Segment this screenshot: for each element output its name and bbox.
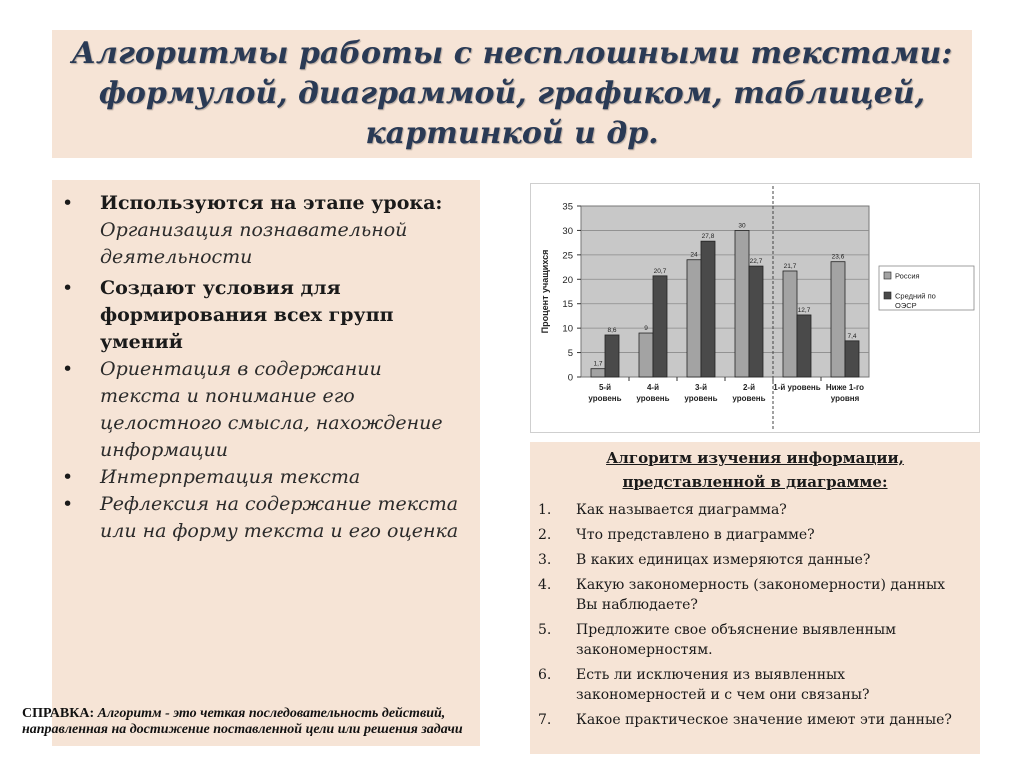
x-tick-label: 2-й (742, 383, 756, 392)
x-tick-label: уровень (636, 394, 670, 403)
x-tick-label: уровня (830, 394, 860, 403)
bar-russia (687, 260, 701, 377)
algorithm-panel (530, 442, 980, 754)
algorithm-step: 1. Как называется диаграмма? (538, 502, 787, 518)
bullet-item-5: • Рефлексия на содержание текста или на форму текста и его оценка (62, 493, 459, 542)
data-label: 7,4 (847, 332, 857, 340)
legend-box (879, 266, 974, 310)
data-label: 12,7 (797, 306, 811, 314)
x-tick-label: 4-й (646, 383, 660, 392)
bar-russia (783, 271, 797, 377)
bar-oecd (653, 276, 667, 377)
x-tick-label: уровень (732, 394, 766, 403)
title-banner (52, 30, 972, 158)
note-lead: СПРАВКА: (22, 706, 95, 721)
bar-oecd (701, 241, 715, 377)
data-label: 8,6 (607, 326, 617, 334)
data-label: 27,8 (701, 233, 715, 241)
data-label: 9 (644, 325, 648, 333)
y-tick-label: 0 (567, 372, 573, 384)
uses-panel (52, 180, 480, 746)
algorithm-steps (530, 500, 980, 730)
data-label: 22,7 (749, 258, 763, 266)
algorithm-step: 3. В каких единицах измеряются данные? (538, 552, 871, 568)
algorithm-step: 6. Есть ли исключения из выявленных закономерностей и с чем они связаны? (538, 667, 870, 703)
definition-note (22, 706, 492, 738)
algorithm-step: 7. Какое практическое значение имеют эти данные? (538, 712, 952, 728)
y-tick-label: 10 (562, 323, 573, 335)
legend-label: Средний по (895, 291, 936, 301)
algorithm-title-line-1: Алгоритм изучения информации, (606, 449, 904, 467)
y-axis-label: Процент учащихся (540, 249, 550, 334)
legend-swatch (884, 272, 891, 279)
bar-chart (531, 184, 979, 432)
bar-chart-panel (530, 183, 980, 433)
x-tick-label: 3-й (694, 383, 708, 392)
data-label: 23,6 (831, 253, 845, 261)
algorithm-title (530, 446, 980, 494)
bullet-item-1: • Используются на этапе урока: Организация познавательной деятельности (62, 192, 443, 268)
bar-russia (735, 230, 749, 377)
algorithm-title-line-2: представленной в диаграмме: (622, 473, 888, 491)
bar-russia (591, 369, 605, 377)
bar-oecd (605, 335, 619, 377)
algorithm-step: 5. Предложите свое объяснение выявленным закономерностям. (538, 622, 897, 658)
bar-oecd (797, 315, 811, 377)
data-label: 1,7 (593, 360, 603, 368)
legend-label: ОЭСР (895, 301, 917, 310)
bullet-item-4: • Интерпретация текста (62, 466, 361, 488)
x-tick-label: уровень (684, 394, 718, 403)
y-tick-label: 30 (562, 225, 573, 237)
bullet-item-2: • Создают условия для формирования всех групп умений (62, 277, 394, 353)
data-label: 24 (690, 251, 698, 259)
bar-russia (639, 333, 653, 377)
page-title: Алгоритмы работы с несплошными текстами: формулой, диаграммой, графиком, таблицей, картинкой и др. (71, 36, 953, 151)
legend-swatch (884, 292, 891, 299)
bullet-item-3: • Ориентация в содержании текста и понимание его целостного смысла, нахождение информации (62, 358, 443, 461)
y-tick-label: 15 (562, 299, 573, 311)
bar-oecd (749, 266, 763, 377)
data-label: 20,7 (653, 267, 667, 275)
plot-area (581, 206, 869, 377)
y-tick-label: 25 (562, 250, 573, 262)
x-tick-label: 1-й уровень (773, 383, 821, 392)
data-label: 30 (738, 222, 746, 230)
legend-label: Россия (895, 271, 920, 281)
uses-list (52, 180, 480, 545)
algorithm-step: 2. Что представлено в диаграмме? (538, 527, 815, 543)
algorithm-step: 4. Какую закономерность (закономерности) данных Вы наблюдаете? (538, 577, 946, 613)
x-tick-label: Ниже 1-го (825, 383, 865, 392)
y-tick-label: 5 (567, 348, 573, 360)
bar-oecd (845, 341, 859, 377)
y-tick-label: 35 (562, 201, 573, 213)
note-text: Алгоритм - это четкая последовательность действий, направленная на достижение поставленной цели или решения задачи (22, 706, 463, 737)
x-tick-label: 5-й (598, 383, 612, 392)
x-tick-label: уровень (588, 394, 622, 403)
bar-russia (831, 262, 845, 377)
data-label: 21,7 (783, 262, 797, 270)
y-tick-label: 20 (562, 274, 573, 286)
